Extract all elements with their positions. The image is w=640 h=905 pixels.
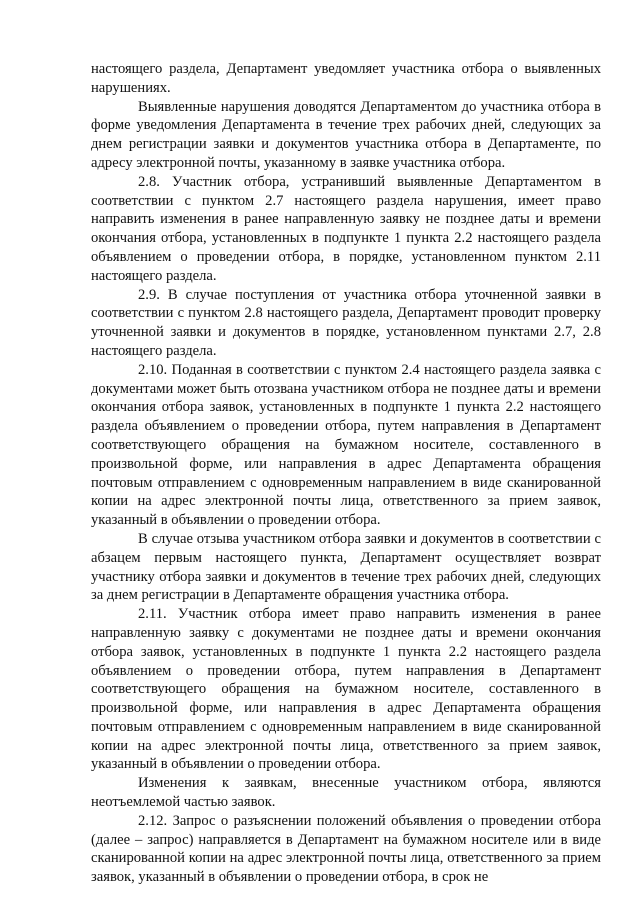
paragraph-2-8: 2.8. Участник отбора, устранивший выявленные Департаментом в соответствии с пунктом 2.7 настоящего раздела нарушения, имеет право направить изменения в ранее направленную заявку не позднее даты и времени окончания отбора, установленных в подпункте 1 пункта 2.2 настоящего раздела объявлением о проведении отбора, в порядке, установленном пунктом 2.11 настоящего раздела. [91,173,601,284]
paragraph-continuation: настоящего раздела, Департамент уведомляет участника отбора о выявленных нарушениях. [91,61,601,96]
paragraph-violations-notice: Выявленные нарушения доводятся Департаментом до участника отбора в форме уведомления Департамента в течение трех рабочих дней, следующих за днем регистрации заявки и документов участника отбора в Департаменте, по адресу электронной почты, указанному в заявке участника отбора. [91,98,601,171]
paragraph-2-10: 2.10. Поданная в соответствии с пунктом 2.4 настоящего раздела заявка с документами может быть отозвана участником отбора не позднее даты и времени окончания отбора заявок, установленных в подпункте 1 пункта 2.2 настоящего раздела объявлением о проведении отбора, путем направления в Департамент соответствующего обращения на бумажном носителе, составленного в произвольной форме, или направления в адрес Департамента обращения почтовым отправлением с одновременным направлением в виде сканированной копии на адрес электронной почты лица, ответственного за прием заявок, указанный в объявлении о проведении отбора. [91,361,601,529]
paragraph-changes: Изменения к заявкам, внесенные участником отбора, являются неотъемлемой частью заявок. [91,775,601,811]
paragraph-2-12: 2.12. Запрос о разъяснении положений объявления о проведении отбора (далее – запрос) направляется в Департамент на бумажном носителе или в виде сканированной копии на адрес электронной почты лица, ответственного за прием заявок, указанный в объявлении о проведении отбора, в срок не [91,812,601,886]
paragraph-2-11: 2.11. Участник отбора имеет право направить изменения в ранее направленную заявку с документами не позднее даты и времени окончания отбора заявок, установленных в подпункте 1 пункта 2.2 настоящего раздела объявлением о проведении отбора, путем направления в Департамент соответствующего обращения на бумажном носителе, составленного в произвольной форме, или направления в адрес Департамента обращения почтовым отправлением с одновременным направлением в виде сканированной копии на адрес электронной почты лица, ответственного за прием заявок, указанный в объявлении о проведении отбора. [91,606,601,773]
document-body [91,60,601,887]
paragraph-withdrawal: В случае отзыва участником отбора заявки и документов в соответствии с абзацем первым настоящего пункта, Департамент осуществляет возврат участнику отбора заявки и документов в течение трех рабочих дней, следующих за днем регистрации в Департаменте обращения участника отбора. [91,530,601,604]
paragraph-2-9: 2.9. В случае поступления от участника отбора уточненной заявки в соответствии с пунктом 2.8 настоящего раздела, Департамент проводит проверку уточненной заявки и документов в порядке, установленном пунктами 2.7, 2.8 настоящего раздела. [91,286,601,359]
